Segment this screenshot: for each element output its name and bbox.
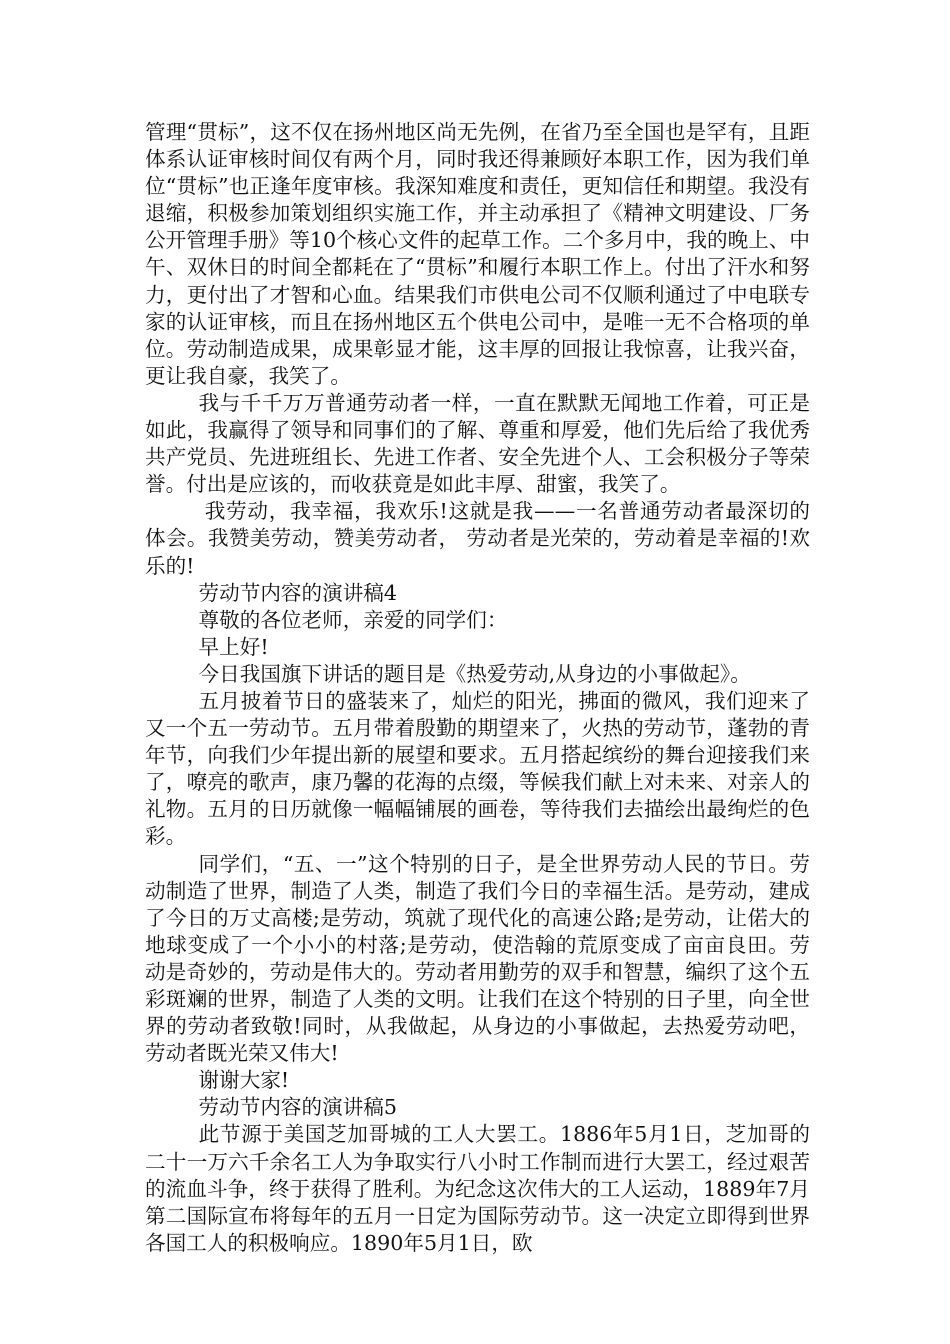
- paragraph-2: 我与千千万万普通劳动者一样，一直在默默无闻地工作着，可正是如此，我赢得了领导和同事们的了解、尊重和厚爱，他们先后给了我优秀共产党员、先进班组长、先进工作者、安全先进个人、工会积极分子等荣誉。付出是应该的，而收获竟是如此丰厚、甜蜜，我笑了。: [145, 390, 810, 497]
- speech-topic: 今日我国旗下讲话的题目是《热爱劳动,从身边的小事做起》。: [198, 661, 751, 686]
- paragraph-history: 此节源于美国芝加哥城的工人大罢工。1886年5月1日，芝加哥的二十一万六千余名工人为争取实行八小时工作制而进行大罢工，经过艰苦的流血斗争，终于获得了胜利。为纪念这次伟大的工人运动，1889年7月第二国际宣布将每年的五月一日定为国际劳动节。这一决定立即得到世界各国工人的积极响应。1890年5月1日，欧: [145, 1122, 810, 1255]
- salutation: 尊敬的各位老师，亲爱的同学们：: [198, 607, 508, 632]
- paragraph-may: 五月披着节日的盛装来了，灿烂的阳光，拂面的微风，我们迎来了又一个五一劳动节。五月带着殷勤的期望来了，火热的劳动节，蓬勃的青年节，向我们少年提出新的展望和要求。五月搭起缤纷的舞台迎接我们来了，嘹亮的歌声，康乃馨的花海的点缀，等候我们献上对未来、对亲人的礼物。五月的日历就像一幅幅铺展的画卷，等待我们去描绘出最绚烂的色彩。: [145, 688, 810, 849]
- thanks: 谢谢大家!: [198, 1068, 290, 1093]
- document-page: [145, 119, 810, 1257]
- paragraph-students: 同学们，“五、一”这个特别的日子，是全世界劳动人民的节日。劳动制造了世界，制造了人类，制造了我们今日的幸福生活。是劳动，建成了今日的万丈高楼;是劳动，筑就了现代化的高速公路;是劳动，让偌大的地球变成了一个小小的村落;是劳动，使浩翰的荒原变成了亩亩良田。劳动是奇妙的，劳动是伟大的。劳动者用勤劳的双手和智慧，编织了这个五彩斑斓的世界，制造了人类的文明。让我们在这个特别的日子里，向全世界的劳动者致敬!同时，从我做起，从身边的小事做起，去热爱劳动吧，劳动者既光荣又伟大!: [145, 851, 810, 1066]
- section-heading-5: 劳动节内容的演讲稿5: [198, 1095, 397, 1120]
- greeting: 早上好!: [198, 634, 269, 659]
- paragraph-3: 我劳动，我幸福，我欢乐!这就是我——一名普通劳动者最深切的体会。我赞美劳动，赞美劳动者， 劳动者是光荣的，劳动着是幸福的!欢乐的!: [145, 499, 810, 578]
- section-heading-4: 劳动节内容的演讲稿4: [198, 580, 397, 605]
- paragraph-1: 管理“贯标”，这不仅在扬州地区尚无先例，在省乃至全国也是罕有，且距体系认证审核时间仅有两个月，同时我还得兼顾好本职工作，因为我们单位“贯标”也正逢年度审核。我深知难度和责任，更知信任和期望。我没有退缩，积极参加策划组织实施工作，并主动承担了《精神文明建设、厂务公开管理手册》等10个核心文件的起草工作。二个多月中，我的晚上、中午、双休日的时间全都耗在了“贯标”和履行本职工作上。付出了汗水和努力，更付出了才智和心血。结果我们市供电公司不仅顺利通过了中电联专家的认证审核，而且在扬州地区五个供电公司中，是唯一无不合格项的单位。劳动制造成果，成果彰显才能，这丰厚的回报让我惊喜，让我兴奋，更让我自豪，我笑了。: [145, 120, 810, 388]
